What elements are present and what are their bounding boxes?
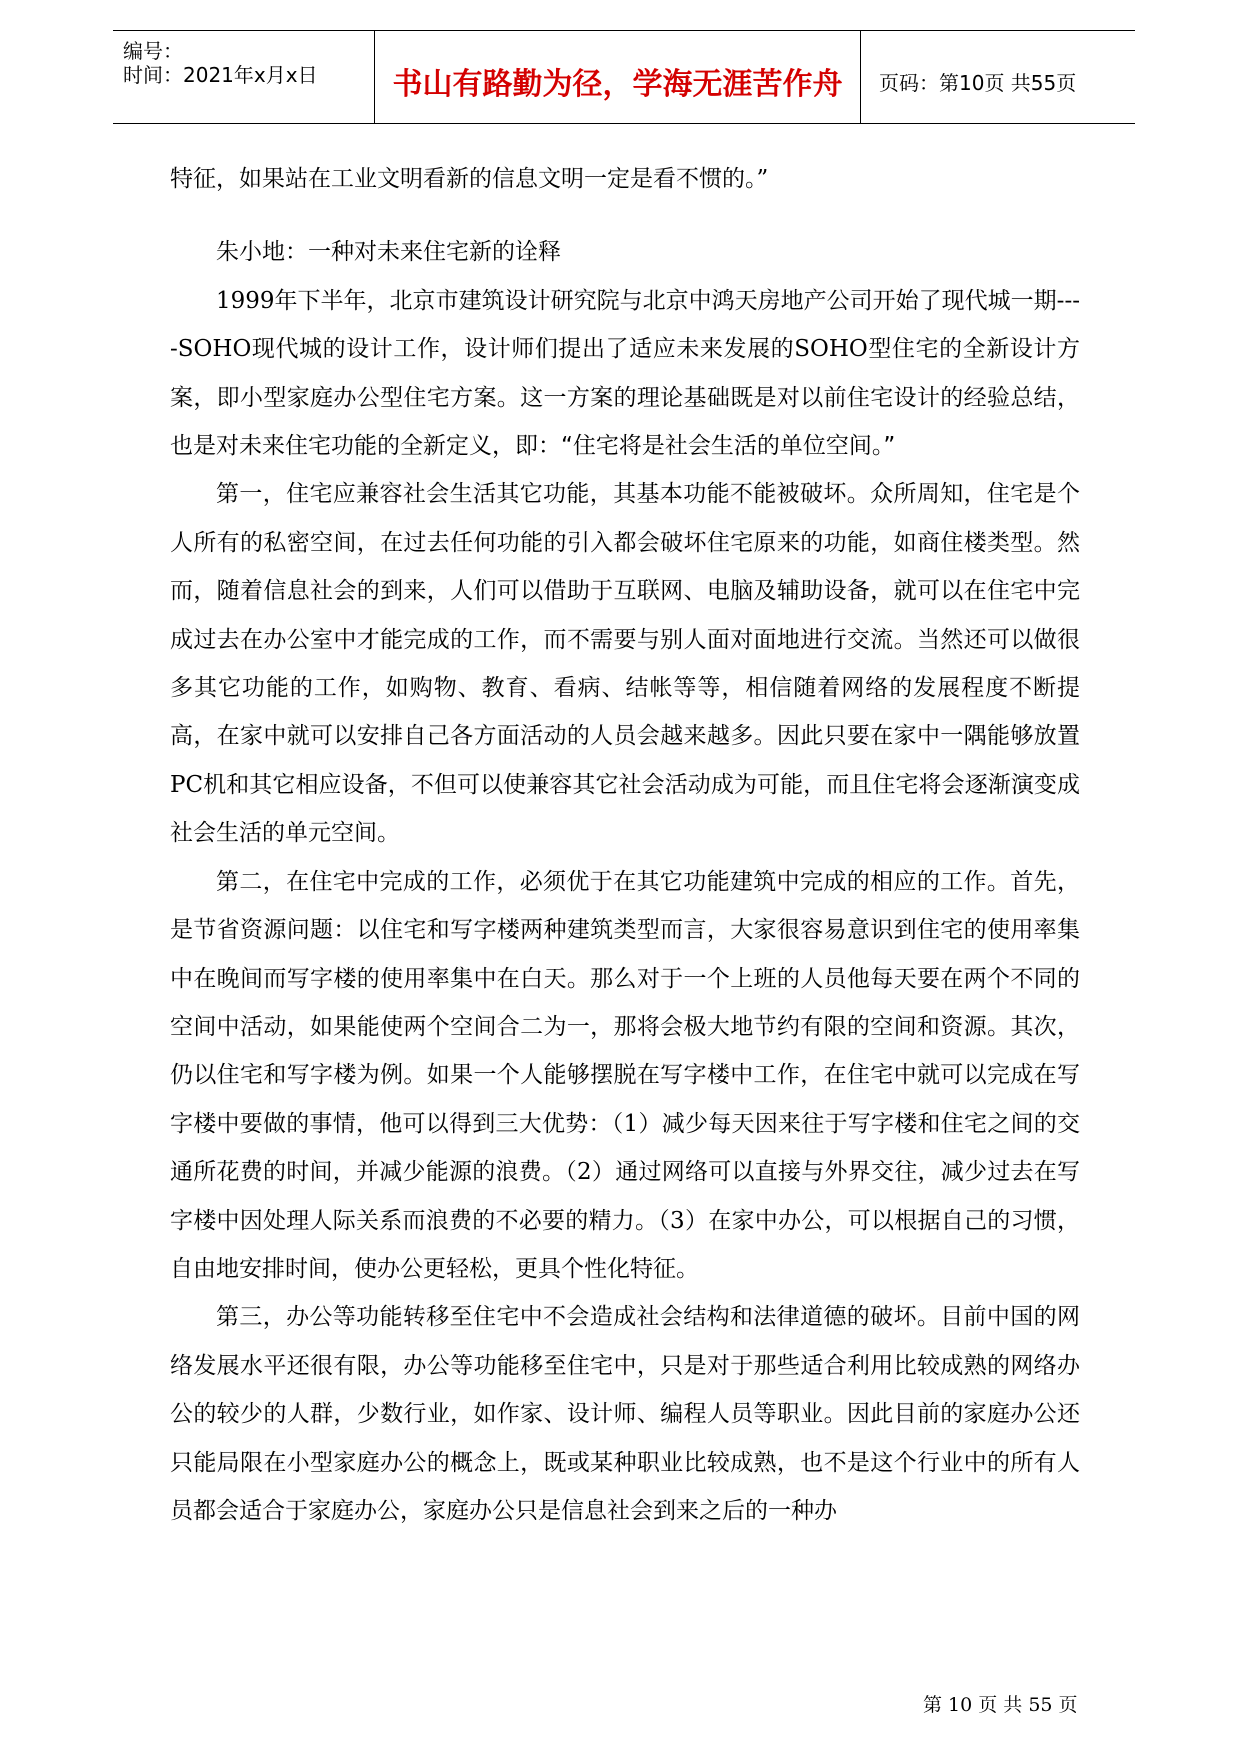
paragraph-continuation: 特征，如果站在工业文明看新的信息文明一定是看不惯的。”: [170, 166, 769, 192]
paragraph-second-point: 第二，在住宅中完成的工作，必须优于在其它功能建筑中完成的相应的工作。首先，是节省资源问题：以住宅和写字楼两种建筑类型而言，大家很容易意识到住宅的使用率集中在晚间而写字楼的使用率集中在白天。那么对于一个上班的人员他每天要在两个不同的空间中活动，如果能使两个空间合二为一，那将会极大地节约有限的空间和资源。其次，仍以住宅和写字楼为例。如果一个人能够摆脱在写字楼中工作，在住宅中就可以完成在写字楼中要做的事情，他可以得到三大优势：（1）减少每天因来往于写字楼和住宅之间的交通所花费的时间，并减少能源的浪费。（2）通过网络可以直接与外界交往，减少过去在写字楼中因处理人际关系而浪费的不必要的精力。（3）在家中办公，可以根据自己的习惯，自由地安排时间，使办公更轻松，更具个性化特征。: [170, 868, 1080, 1282]
page-header: [113, 30, 1135, 124]
paragraph-intro-highlight: “住宅将是社会生活的单位空间。”: [561, 433, 896, 460]
page-footer: 第 10 页 共 55 页: [923, 1694, 1078, 1716]
header-motto: 书山有路勤为径，学海无涯苦作舟: [392, 67, 843, 102]
header-page-cell: [861, 31, 1135, 123]
header-meta-cell: [113, 31, 374, 123]
section-heading: 朱小地：一种对未来住宅新的诠释: [216, 239, 561, 266]
document-number-label: 编号：: [123, 39, 183, 63]
paragraph-third-point: 第三，办公等功能转移至住宅中不会造成社会结构和法律道德的破坏。目前中国的网络发展水平还很有限，办公等功能移至住宅中，只是对于那些适合利用比较成熟的网络办公的较少的人群，少数行业，如作家、设计师、编程人员等职业。因此目前的家庭办公还只能局限在小型家庭办公的概念上，既或某种职业比较成熟，也不是这个行业中的所有人员都会适合于家庭办公，家庭办公只是信息社会到来之后的一种办: [170, 1304, 1080, 1524]
paragraph-intro: [170, 277, 1080, 471]
header-motto-cell: [374, 31, 861, 123]
document-body: [170, 155, 1080, 1535]
document-date-label: 时间：2021年x月x日: [123, 63, 318, 87]
paragraph-intro-text: 1999年下半年，北京市建筑设计研究院与北京中鸿天房地产公司开始了现代城一期----SOHO现代城的设计工作，设计师们提出了适应未来发展的SOHO型住宅的全新设计方案，即小型家庭办公型住宅方案。这一方案的理论基础既是对以前住宅设计的经验总结，也是对未来住宅功能的全新定义，即：: [170, 287, 1080, 460]
paragraph-first-point: 第一，住宅应兼容社会生活其它功能，其基本功能不能被破坏。众所周知，住宅是个人所有的私密空间，在过去任何功能的引入都会破坏住宅原来的功能，如商住楼类型。然而，随着信息社会的到来，人们可以借助于互联网、电脑及辅助设备，就可以在住宅中完成过去在办公室中才能完成的工作，而不需要与别人面对面地进行交流。当然还可以做很多其它功能的工作，如购物、教育、看病、结帐等等，相信随着网络的发展程度不断提高，在家中就可以安排自己各方面活动的人员会越来越多。因此只要在家中一隅能够放置PC机和其它相应设备，不但可以使兼容其它社会活动成为可能，而且住宅将会逐渐演变成社会生活的单元空间。: [170, 481, 1080, 847]
header-page-info: 页码：第10页 共55页: [879, 71, 1077, 95]
